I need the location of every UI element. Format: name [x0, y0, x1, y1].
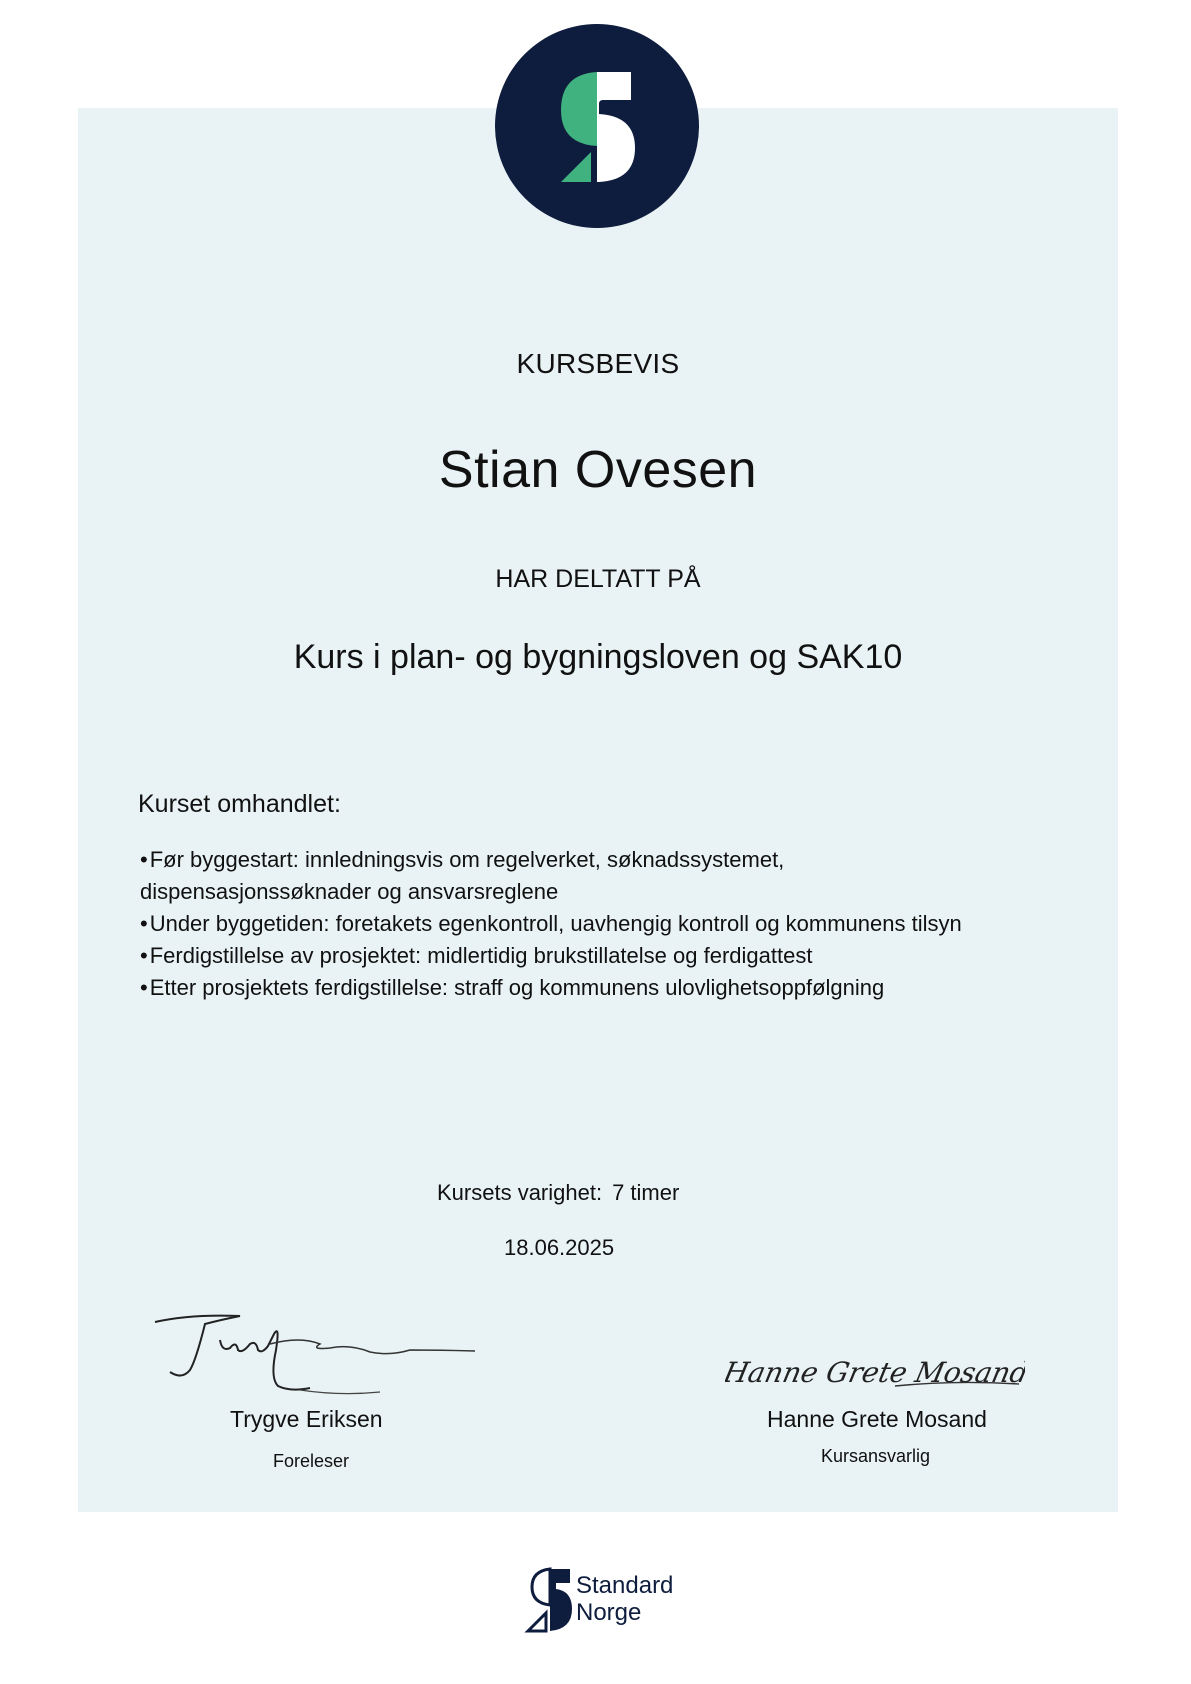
topics-heading: Kurset omhandlet: [138, 790, 341, 818]
bullet-icon: • [140, 847, 148, 872]
duration-value: 7 timer [612, 1180, 680, 1205]
topics-list [140, 844, 1020, 1004]
list-item: •Under byggetiden: foretakets egenkontroll, uavhengig kontroll og kommunens tilsyn [140, 911, 962, 936]
certificate-title: KURSBEVIS [516, 348, 680, 379]
bullet-icon: • [140, 943, 148, 968]
standard-norge-emblem-icon [495, 24, 699, 228]
standard-norge-logo-icon [520, 1565, 582, 1633]
signature-right [725, 1340, 1025, 1410]
signature-left [150, 1300, 480, 1400]
course-title: Kurs i plan- og bygningsloven og SAK10 [293, 638, 903, 676]
footer-brand-line1: Standard [576, 1572, 674, 1599]
attended-label: HAR DELTATT PÅ [495, 565, 701, 593]
course-date: 18.06.2025 [504, 1235, 615, 1260]
signer-name-left: Trygve Eriksen [230, 1406, 383, 1432]
svg-text:Hanne Grete Mosand: Hanne Grete Mosand [725, 1356, 1025, 1389]
duration-label: Kursets varighet: [437, 1180, 603, 1205]
bullet-icon: • [140, 975, 148, 1000]
signer-role-right: Kursansvarlig [821, 1446, 931, 1466]
bullet-icon: • [140, 911, 148, 936]
list-item: •Etter prosjektets ferdigstillelse: straff og kommunens ulovlighetsoppfølgning [140, 975, 885, 1000]
footer-brand [576, 1572, 673, 1626]
list-item: •Ferdigstillelse av prosjektet: midlertidig brukstillatelse og ferdigattest [140, 943, 813, 968]
course-duration [437, 1180, 679, 1206]
signer-name-right: Hanne Grete Mosand [767, 1406, 987, 1432]
list-item: •Før byggestart: innledningsvis om regelverket, søknadssystemet, dispensasjonssøknader og ansvarsreglene [140, 847, 785, 904]
footer-brand-line2: Norge [576, 1599, 642, 1626]
signer-role-left: Foreleser [273, 1451, 350, 1471]
participant-name: Stian Ovesen [438, 441, 758, 499]
